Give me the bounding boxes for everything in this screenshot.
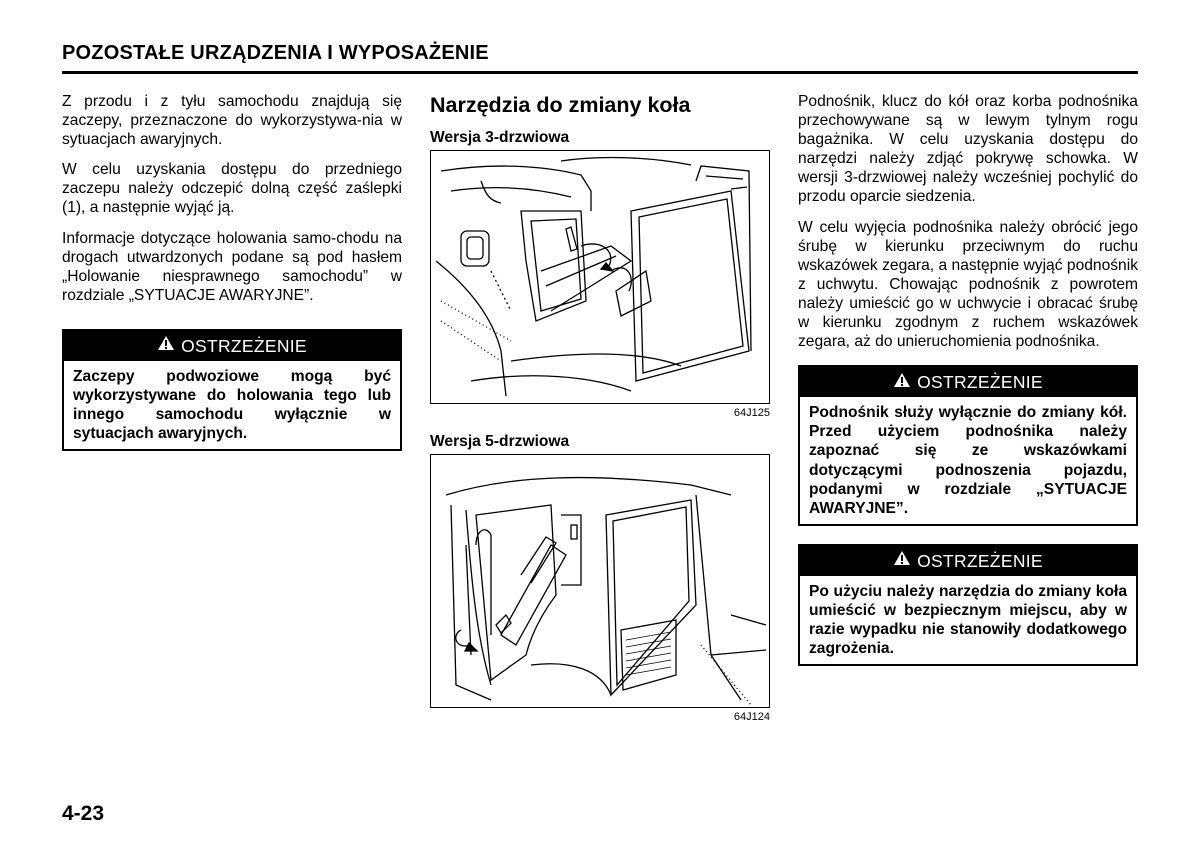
paragraph: Informacje dotyczące holowania samo-chodu na drogach utwardzonych podane są pod hasłem „Holowanie niesprawnego samochodu” w rozdziale „SYTUACJE AWARYJNE”. — [62, 229, 402, 304]
warning-header — [800, 546, 1136, 576]
figure-label: Wersja 5-drzwiowa — [430, 433, 570, 450]
figure-code: 64J124 — [733, 711, 770, 723]
paragraph: W celu wyjęcia podnośnika należy obrócić jego śrubę w kierunku przeciwnym do ruchu wskazówek zegara, a następnie wyjąć podnośnik z uchwytu. Chowając podnośnik z powrotem należy umieścić go w uchwycie i obracać śrubę w kierunku zgodnym z ruchem wskazówek zegara, aż do unieruchomienia podnośnika. — [798, 218, 1138, 351]
warning-title: OSTRZEŻENIE — [917, 550, 1043, 571]
trunk-tools-3door-drawing — [431, 151, 769, 403]
warning-header — [800, 367, 1136, 397]
column-right — [798, 92, 1138, 666]
warning-box — [62, 329, 402, 451]
warning-text: Zaczepy podwoziowe mogą być wykorzystywane do holowania tego lub innego samochodu wyłącznie w sytuacjach awaryjnych. — [73, 367, 391, 443]
warning-triangle-icon — [157, 330, 175, 360]
section-title: Narzędzia do zmiany koła — [430, 93, 691, 117]
paragraph: Podnośnik, klucz do kół oraz korba podnośnika przechowywane są w lewym tylnym rogu bagażnika. W celu uzyskania dostępu do narzędzi należy zdjąć pokrywę schowka. W wersji 3-drzwiowej należy wcześniej pochylić do przodu oparcie siedzenia. — [798, 93, 1138, 206]
page-number: 4-23 — [62, 802, 105, 825]
warning-triangle-icon — [893, 367, 911, 397]
trunk-tools-5door-drawing — [431, 455, 769, 707]
figure-code: 64J125 — [733, 407, 770, 419]
warning-box — [798, 544, 1138, 666]
paragraph: W celu uzyskania dostępu do przedniego zaczepu należy odczepić dolną część zaślepki (1), a następnie wyjąć ją. — [62, 161, 402, 217]
warning-box — [798, 365, 1138, 526]
warning-text: Podnośnik służy wyłącznie do zmiany kół. Przed użyciem podnośnika należy zapoznać się ze wskazówkami dotyczącymi podnoszenia pojazdu, podanymi w rozdziale „SYTUACJE AWARYJNE”. — [809, 404, 1127, 517]
paragraph: Z przodu i z tyłu samochodu znajdują się zaczepy, przeznaczone do wykorzystywa-nia w sytuacjach awaryjnych. — [62, 93, 402, 149]
page-header — [62, 40, 1138, 66]
warning-title: OSTRZEŻENIE — [181, 335, 307, 356]
page-header-title: POZOSTAŁE URZĄDZENIA I WYPOSAŻENIE — [62, 42, 489, 64]
warning-text: Po użyciu należy narzędzia do zmiany koła umieścić w bezpiecznym miejscu, aby w razie wypadku nie stanowiły dodatkowego zagrożenia. — [809, 582, 1127, 658]
warning-title: OSTRZEŻENIE — [917, 372, 1043, 393]
warning-header — [64, 331, 400, 361]
figure-3-door-illustration — [430, 150, 770, 404]
header-rule — [62, 71, 1138, 74]
warning-triangle-icon — [893, 545, 911, 575]
figure-label: Wersja 3-drzwiowa — [430, 129, 570, 146]
column-left — [62, 92, 402, 451]
figure-5-door-illustration — [430, 454, 770, 708]
column-middle — [430, 92, 770, 724]
